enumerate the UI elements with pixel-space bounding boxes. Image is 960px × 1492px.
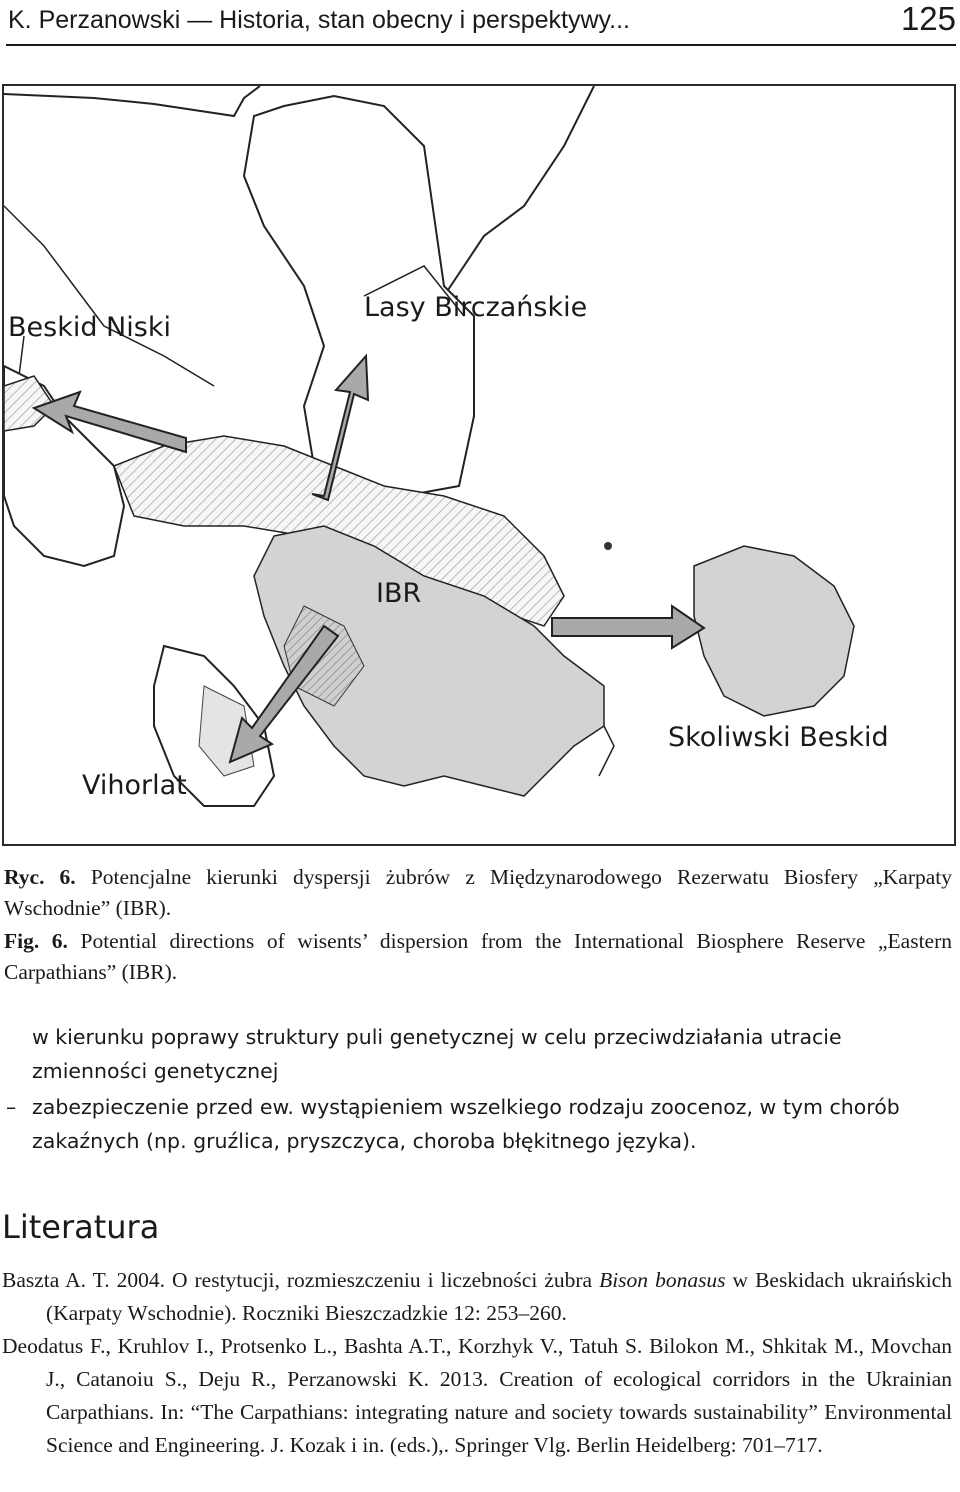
body-item-dash: – xyxy=(6,1095,17,1119)
ibr-tail xyxy=(599,726,614,776)
caption-polish xyxy=(4,862,952,924)
running-title: K. Perzanowski — Historia, stan obecny i perspektywy... xyxy=(8,6,630,34)
border-line-north xyxy=(4,86,260,116)
section-heading-literatura: Literatura xyxy=(2,1208,160,1246)
caption-pl-text: Potencjalne kierunki dyspersji żubrów z Międzynarodowego Rezerwatu Biosfery „Karpaty Wschodnie” (IBR). xyxy=(4,865,953,920)
caption-en-text: Potential directions of wisents’ dispersion from the International Biosphere Reserve „Eastern Carpathians” (IBR). xyxy=(4,929,952,984)
border-line-river xyxy=(444,86,594,296)
map-svg xyxy=(4,86,954,844)
label-skoliwski-beskid: Skoliwski Beskid xyxy=(668,722,889,753)
map-dot xyxy=(604,542,612,550)
arrow-to-skoliwski-beskid xyxy=(552,606,704,648)
page-number: 125 xyxy=(900,0,956,37)
ref1-part-a: Baszta A. T. 2004. O restytucji, rozmieszczeniu i liczebności żubra xyxy=(2,1268,600,1292)
caption-pl-label: Ryc. 6. xyxy=(4,865,76,889)
page-header xyxy=(6,0,956,46)
caption-en-label: Fig. 6. xyxy=(4,929,68,953)
dispersion-map xyxy=(2,84,956,846)
reference-baszta xyxy=(2,1264,952,1330)
region-skoliwski-beskid xyxy=(694,546,854,716)
ref1-species: Bison bonasus xyxy=(599,1268,726,1292)
body-item-zoonoses: zabezpieczenie przed ew. wystąpieniem wszelkiego rodzaju zoocenoz, w tym chorób zakaźnych (np. gruźlica, pryszczyca, choroba błękitnego języka). xyxy=(32,1095,900,1153)
ref1-part-b: w Beskidach ukraińskich (Karpaty Wschodnie). Roczniki Bieszczadzkie 12: 253–260. xyxy=(46,1268,952,1325)
label-beskid-niski: Beskid Niski xyxy=(8,312,171,343)
caption-english xyxy=(4,926,952,988)
reference-deodatus: Deodatus F., Kruhlov I., Protsenko L., Bashta A.T., Korzhyk V., Tatuh S. Bilokon M., Shkitak M., Movchan J., Catanoiu S., Deju R., Perzanowski K. 2013. Creation of ecological corridors in the Ukrainian Carpathians. In: “The Carpathians: integrating nature and society towards sustainability” Environmental Science and Engineering. J. Kozak i in. (eds.),. Springer Vlg. Berlin Heidelberg: 701–717. xyxy=(2,1334,952,1457)
label-ibr: IBR xyxy=(376,578,422,609)
body-item-genetic: w kierunku poprawy struktury puli genetycznej w celu przeciwdziałania utracie zmienności genetycznej xyxy=(32,1025,842,1083)
label-vihorlat: Vihorlat xyxy=(82,770,187,801)
border-line-west xyxy=(4,206,214,386)
label-lasy-birczanskie: Lasy Birczańskie xyxy=(364,292,588,323)
